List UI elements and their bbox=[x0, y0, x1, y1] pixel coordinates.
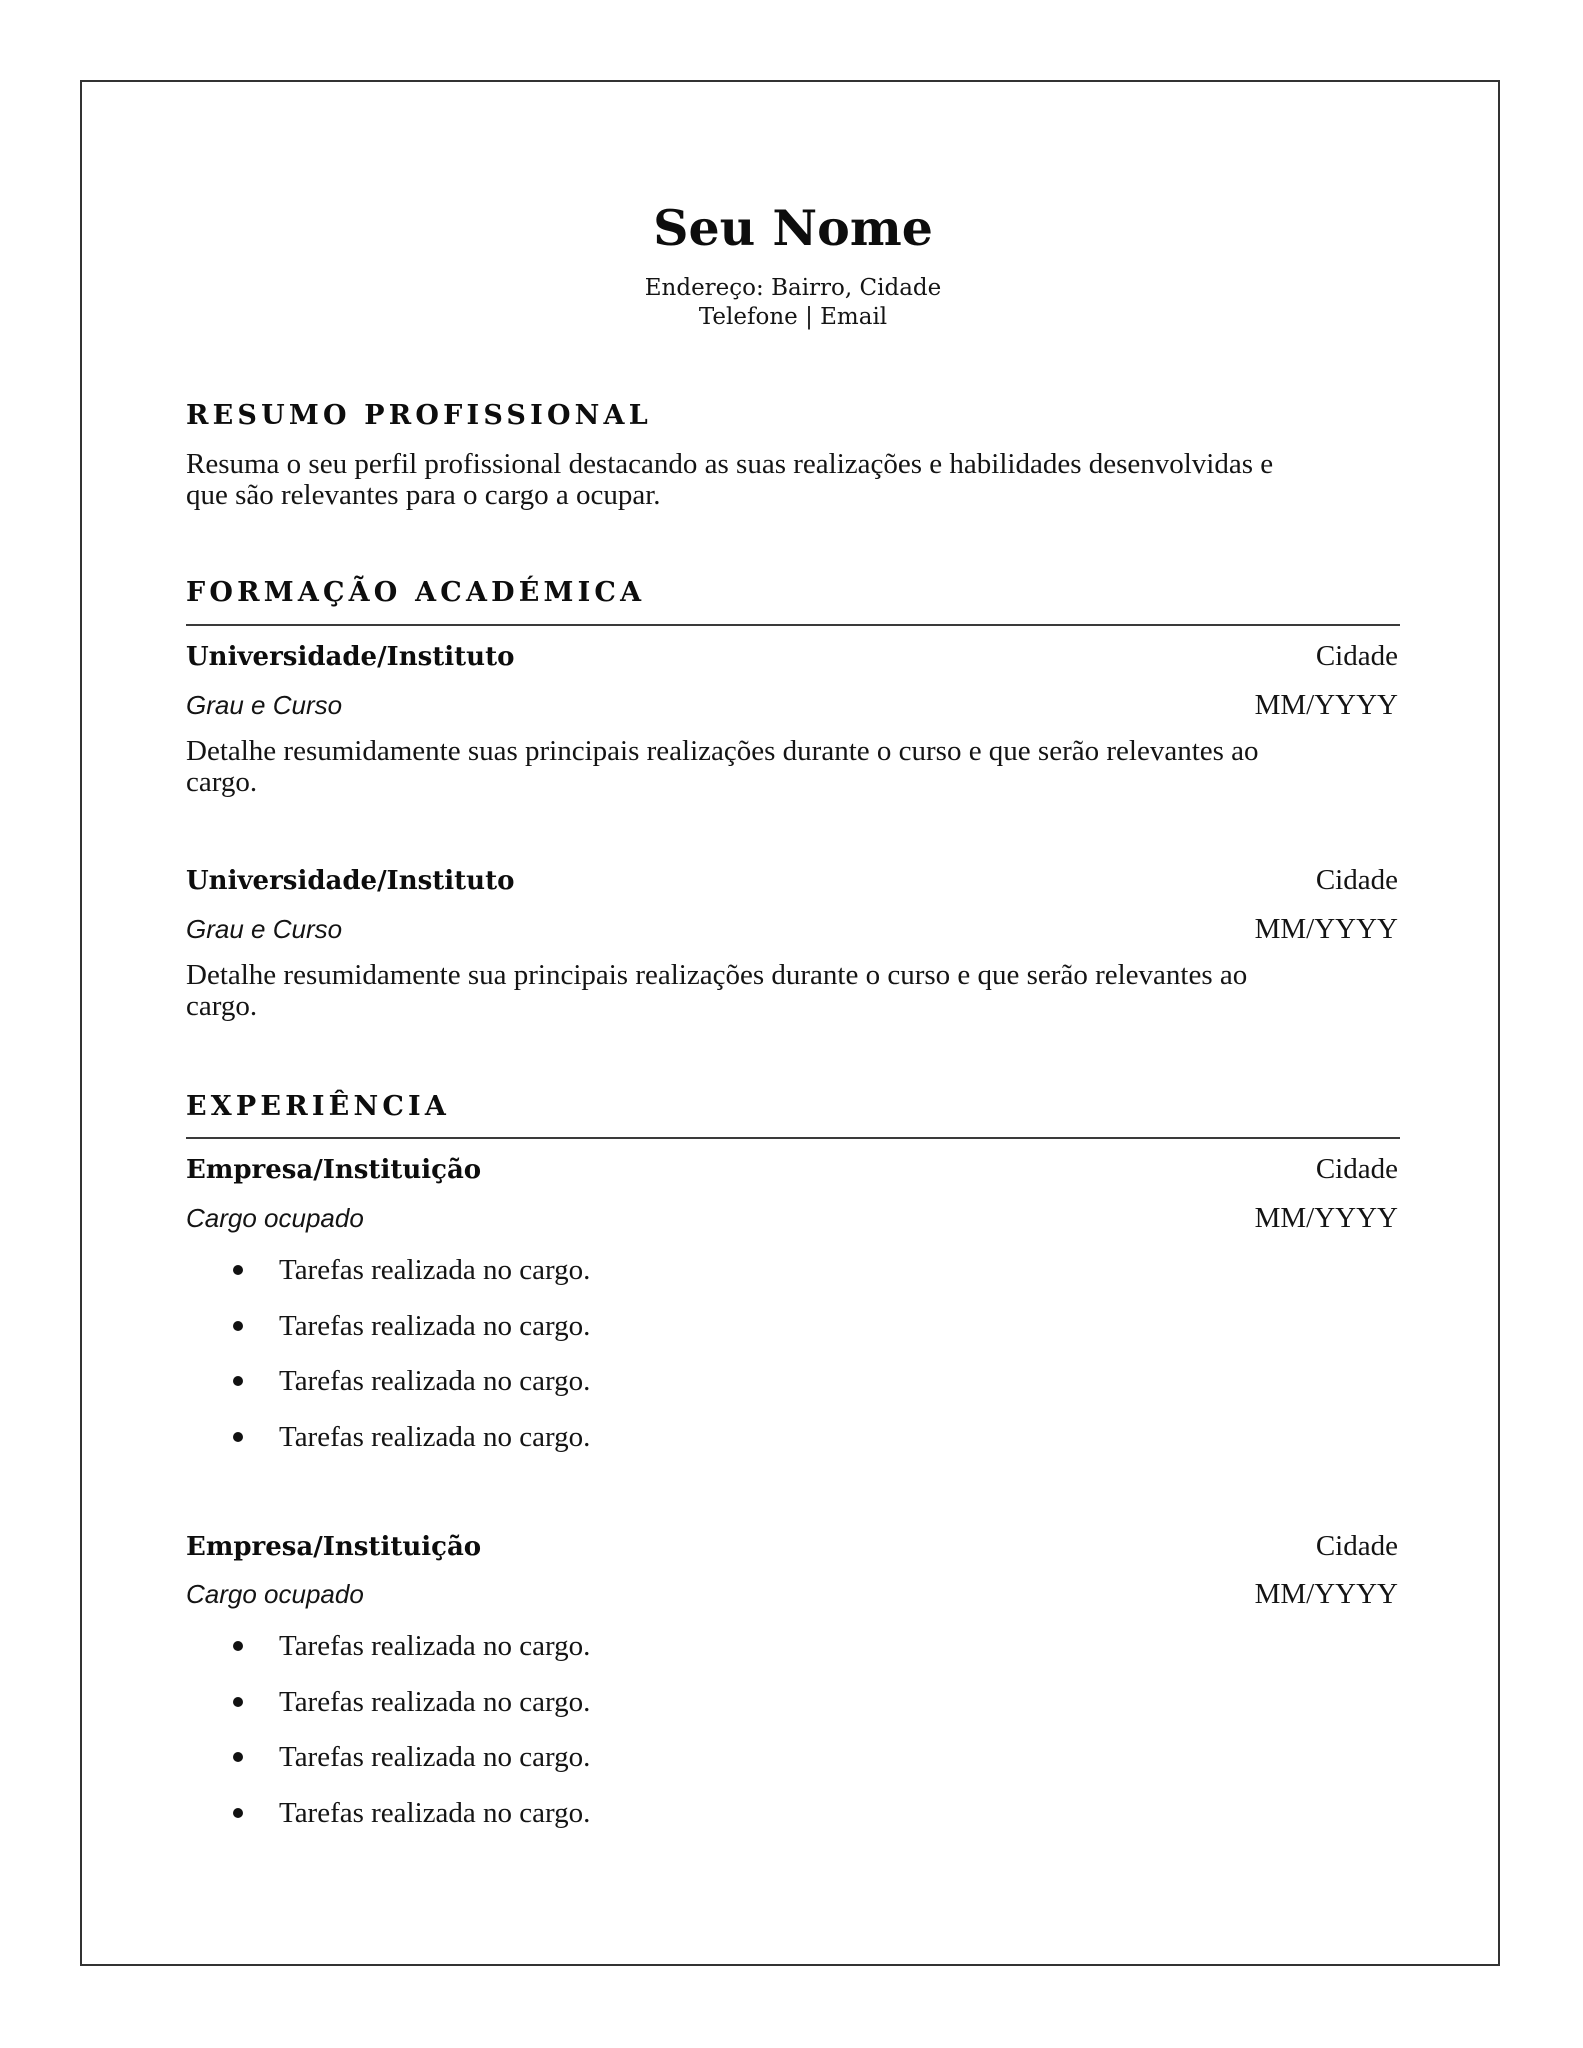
task-item bbox=[186, 1796, 1400, 1852]
summary-line-1: Resuma o seu perfil profissional destacando as suas realizações e habilidades desenvolvidas e bbox=[186, 448, 1274, 480]
education-divider bbox=[186, 624, 1400, 626]
task-text: Tarefas realizada no cargo. bbox=[279, 1741, 591, 1773]
experience-1-task-list bbox=[186, 1253, 1400, 1475]
task-item bbox=[186, 1309, 1400, 1365]
address-line: Endereço: Bairro, Cidade bbox=[644, 275, 942, 301]
education-entry-1-header bbox=[186, 639, 1398, 674]
education-date: MM/YYYY bbox=[1254, 913, 1398, 945]
bullet-icon bbox=[233, 1808, 243, 1818]
resume-name: Seu Nome bbox=[653, 199, 933, 257]
task-text: Tarefas realizada no cargo. bbox=[279, 1309, 591, 1342]
bullet-icon bbox=[233, 1265, 243, 1275]
bullet-icon bbox=[233, 1752, 243, 1762]
bullet-icon bbox=[233, 1697, 243, 1707]
position-title: Cargo ocupado bbox=[186, 1203, 364, 1233]
summary-line-2: que são relevantes para o cargo a ocupar. bbox=[186, 479, 661, 511]
institution-name: Universidade/Instituto bbox=[186, 866, 515, 896]
task-item bbox=[186, 1629, 1400, 1685]
education-description-line-1: Detalhe resumidamente suas principais realizações durante o curso e que serão relevantes ao bbox=[186, 735, 1259, 767]
experience-divider bbox=[186, 1137, 1400, 1139]
experience-date: MM/YYYY bbox=[1254, 1202, 1398, 1234]
education-description-line-2: cargo. bbox=[186, 990, 258, 1022]
task-text: Tarefas realizada no cargo. bbox=[279, 1685, 591, 1718]
company-city: Cidade bbox=[1315, 1530, 1398, 1562]
task-text: Tarefas realizada no cargo. bbox=[279, 1365, 591, 1397]
experience-entry-2-subheader bbox=[186, 1577, 1398, 1611]
education-description-line-2: cargo. bbox=[186, 766, 258, 798]
experience-2-task-list bbox=[186, 1629, 1400, 1851]
contact-line: Telefone | Email bbox=[698, 304, 888, 330]
bullet-icon bbox=[233, 1432, 243, 1442]
company-name: Empresa/Instituição bbox=[186, 1532, 482, 1562]
bullet-icon bbox=[233, 1321, 243, 1331]
company-city: Cidade bbox=[1315, 1153, 1398, 1185]
bullet-icon bbox=[233, 1376, 243, 1386]
task-item bbox=[186, 1685, 1400, 1741]
task-text: Tarefas realizada no cargo. bbox=[279, 1420, 591, 1453]
task-item bbox=[186, 1364, 1400, 1420]
bullet-icon bbox=[233, 1641, 243, 1651]
education-date: MM/YYYY bbox=[1254, 689, 1398, 721]
company-name: Empresa/Instituição bbox=[186, 1155, 482, 1185]
task-text: Tarefas realizada no cargo. bbox=[279, 1796, 591, 1829]
task-item bbox=[186, 1420, 1400, 1476]
summary-heading: RESUMO PROFISSIONAL bbox=[186, 400, 652, 431]
education-heading: FORMAÇÃO ACADÉMICA bbox=[186, 577, 646, 608]
experience-heading: EXPERIÊNCIA bbox=[186, 1091, 451, 1122]
institution-city: Cidade bbox=[1315, 640, 1398, 672]
experience-date: MM/YYYY bbox=[1254, 1578, 1398, 1610]
education-entry-1-subheader bbox=[186, 688, 1398, 722]
education-description-line-1: Detalhe resumidamente sua principais realizações durante o curso e que serão relevantes ao bbox=[186, 959, 1248, 991]
degree-course: Grau e Curso bbox=[186, 914, 343, 944]
task-text: Tarefas realizada no cargo. bbox=[279, 1630, 591, 1662]
education-entry-2-header bbox=[186, 863, 1398, 898]
experience-entry-2-header bbox=[186, 1529, 1398, 1564]
degree-course: Grau e Curso bbox=[186, 690, 343, 720]
education-entry-2-subheader bbox=[186, 912, 1398, 946]
task-item bbox=[186, 1740, 1400, 1796]
task-item bbox=[186, 1253, 1400, 1309]
experience-entry-1-subheader bbox=[186, 1201, 1398, 1235]
task-text: Tarefas realizada no cargo. bbox=[279, 1254, 591, 1286]
institution-city: Cidade bbox=[1315, 864, 1398, 896]
experience-entry-1-header bbox=[186, 1152, 1398, 1187]
institution-name: Universidade/Instituto bbox=[186, 642, 515, 672]
position-title: Cargo ocupado bbox=[186, 1579, 364, 1609]
